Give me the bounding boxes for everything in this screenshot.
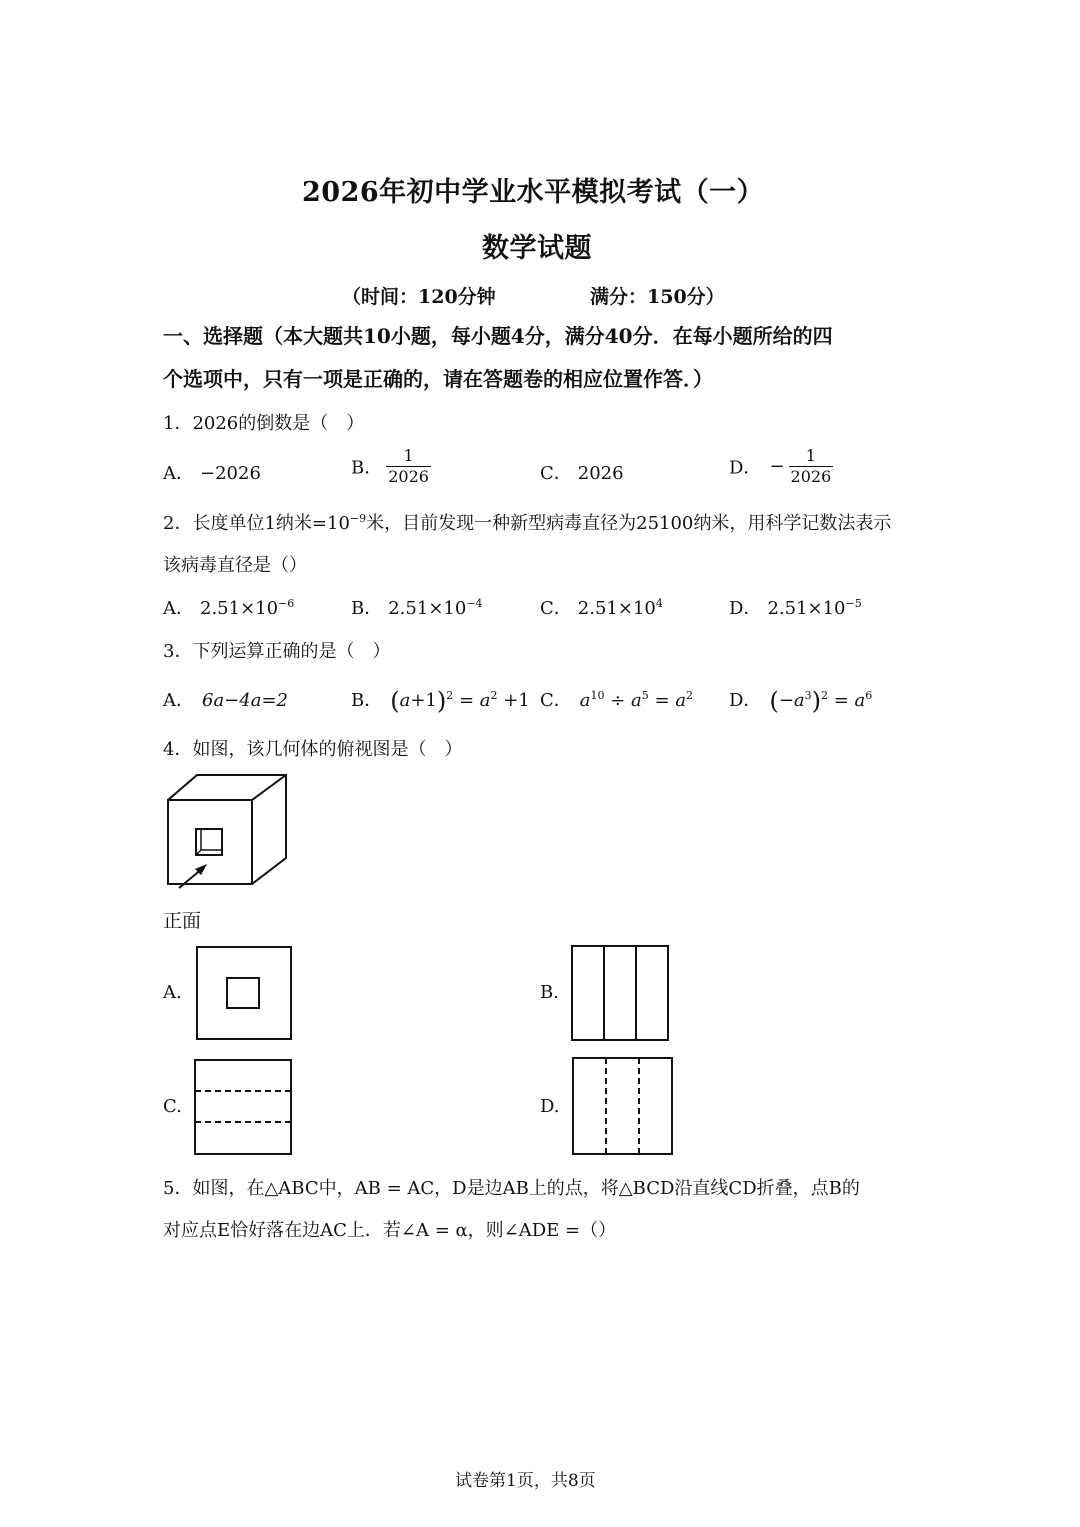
option-formula: $a^{10} \div a^5 = a^2$ [579, 689, 694, 711]
q4-option-b-figure[interactable] [571, 945, 669, 1041]
option-label: D． [729, 690, 762, 711]
option-value: −2026 [200, 463, 261, 484]
q3-option-d[interactable] [729, 686, 872, 715]
square-with-inner-square-figure [196, 946, 292, 1040]
option-label: B． [351, 457, 383, 479]
fraction [789, 446, 834, 487]
numerator: 1 [386, 446, 431, 467]
q4-option-c-label[interactable]: C. [163, 1096, 182, 1117]
q1-option-a[interactable] [163, 459, 261, 485]
exam-title: 2026年初中学业水平模拟考试（一） [302, 177, 765, 208]
option-label: D． [729, 457, 762, 479]
horizontal-dashed-figure [194, 1059, 292, 1155]
minus-sign: − [769, 456, 785, 477]
numerator: 1 [789, 446, 834, 467]
q4-option-c-figure[interactable] [194, 1059, 292, 1155]
option-formula: $(a+1)^2 = a^2 +1$ [390, 687, 530, 715]
denominator: 2026 [388, 467, 429, 486]
option-label: A． [163, 690, 194, 711]
option-base: 2.51×10 [388, 598, 467, 619]
question-3-stem: 3．下列运算正确的是（ ） [163, 641, 391, 662]
q4-option-d-label[interactable]: D. [540, 1096, 560, 1117]
stem-text: 2．长度单位1纳米 [163, 513, 312, 534]
option-label: C． [540, 598, 572, 619]
score-info: 满分：150分） [590, 286, 725, 308]
option-exponent: −6 [278, 597, 295, 610]
q4-option-a-figure[interactable] [196, 946, 292, 1040]
q4-option-b-label[interactable]: B. [540, 982, 559, 1003]
q2-option-a[interactable] [163, 594, 294, 620]
cube-diagram [163, 772, 293, 890]
q3-option-c[interactable] [540, 686, 693, 712]
question-2-stem-line2: 该病毒直径是（） [163, 555, 307, 576]
q3-option-a[interactable] [163, 686, 288, 712]
fraction [386, 446, 431, 487]
q1-option-c[interactable] [540, 459, 624, 485]
question-4-stem: 4．如图，该几何体的俯视图是（ ） [163, 739, 463, 760]
option-label: A． [163, 598, 194, 619]
stem-equation: =10 [311, 513, 350, 534]
option-label: A． [163, 463, 194, 484]
stem-text: 米，目前发现一种新型病毒直径为25100纳米，用科学记数法表示 [366, 513, 892, 534]
option-value: 6a−4a=2 [202, 690, 288, 711]
question-5-stem-line1: 5．如图，在△ABC中，AB = AC，D是边AB上的点，将△BCD沿直线CD折叠，点B的 [163, 1178, 860, 1199]
time-info: （时间：120分钟 [342, 286, 496, 308]
option-label: D． [729, 598, 762, 619]
question-1-stem: 1．2026的倒数是（ ） [163, 413, 365, 434]
section-heading-line1: 一、选择题（本大题共10小题，每小题4分，满分40分．在每小题所给的四 [163, 324, 833, 348]
exponent: −9 [349, 512, 367, 525]
page-footer: 试卷第1页，共8页 [455, 1471, 596, 1491]
q2-option-d[interactable] [729, 594, 862, 620]
section-heading-line2: 个选项中，只有一项是正确的，请在答题卷的相应位置作答．） [163, 367, 713, 391]
question-5-stem-line2: 对应点E恰好落在边AC上．若∠A = α，则∠ADE =（） [163, 1220, 617, 1241]
option-exponent: −4 [466, 597, 483, 610]
q1-option-b[interactable] [351, 446, 431, 487]
cube-figure [163, 772, 293, 890]
option-label: C． [540, 463, 572, 484]
option-label: B． [351, 598, 383, 619]
option-base: 2.51×10 [577, 598, 656, 619]
q4-option-d-figure[interactable] [572, 1057, 673, 1155]
q3-option-b[interactable] [351, 686, 530, 715]
option-label: B． [351, 690, 383, 711]
q2-option-c[interactable] [540, 594, 663, 620]
option-value: 2026 [577, 463, 624, 484]
three-column-solid-figure [571, 945, 669, 1041]
question-2-stem-line1 [163, 509, 891, 535]
option-exponent: 4 [655, 597, 663, 610]
denominator: 2026 [790, 467, 832, 486]
q2-option-b[interactable] [351, 594, 483, 620]
option-base: 2.51×10 [200, 598, 279, 619]
q4-option-a-label[interactable]: A. [163, 982, 182, 1003]
option-exponent: −5 [845, 597, 862, 610]
option-base: 2.51×10 [767, 598, 846, 619]
option-formula: $(-a^3)^2 = a^6$ [769, 687, 873, 715]
option-label: C． [540, 690, 572, 711]
front-view-label: 正面 [163, 910, 202, 932]
vertical-dashed-figure [572, 1057, 673, 1155]
subject-title: 数学试题 [482, 233, 592, 264]
q1-option-d[interactable] [729, 446, 833, 487]
